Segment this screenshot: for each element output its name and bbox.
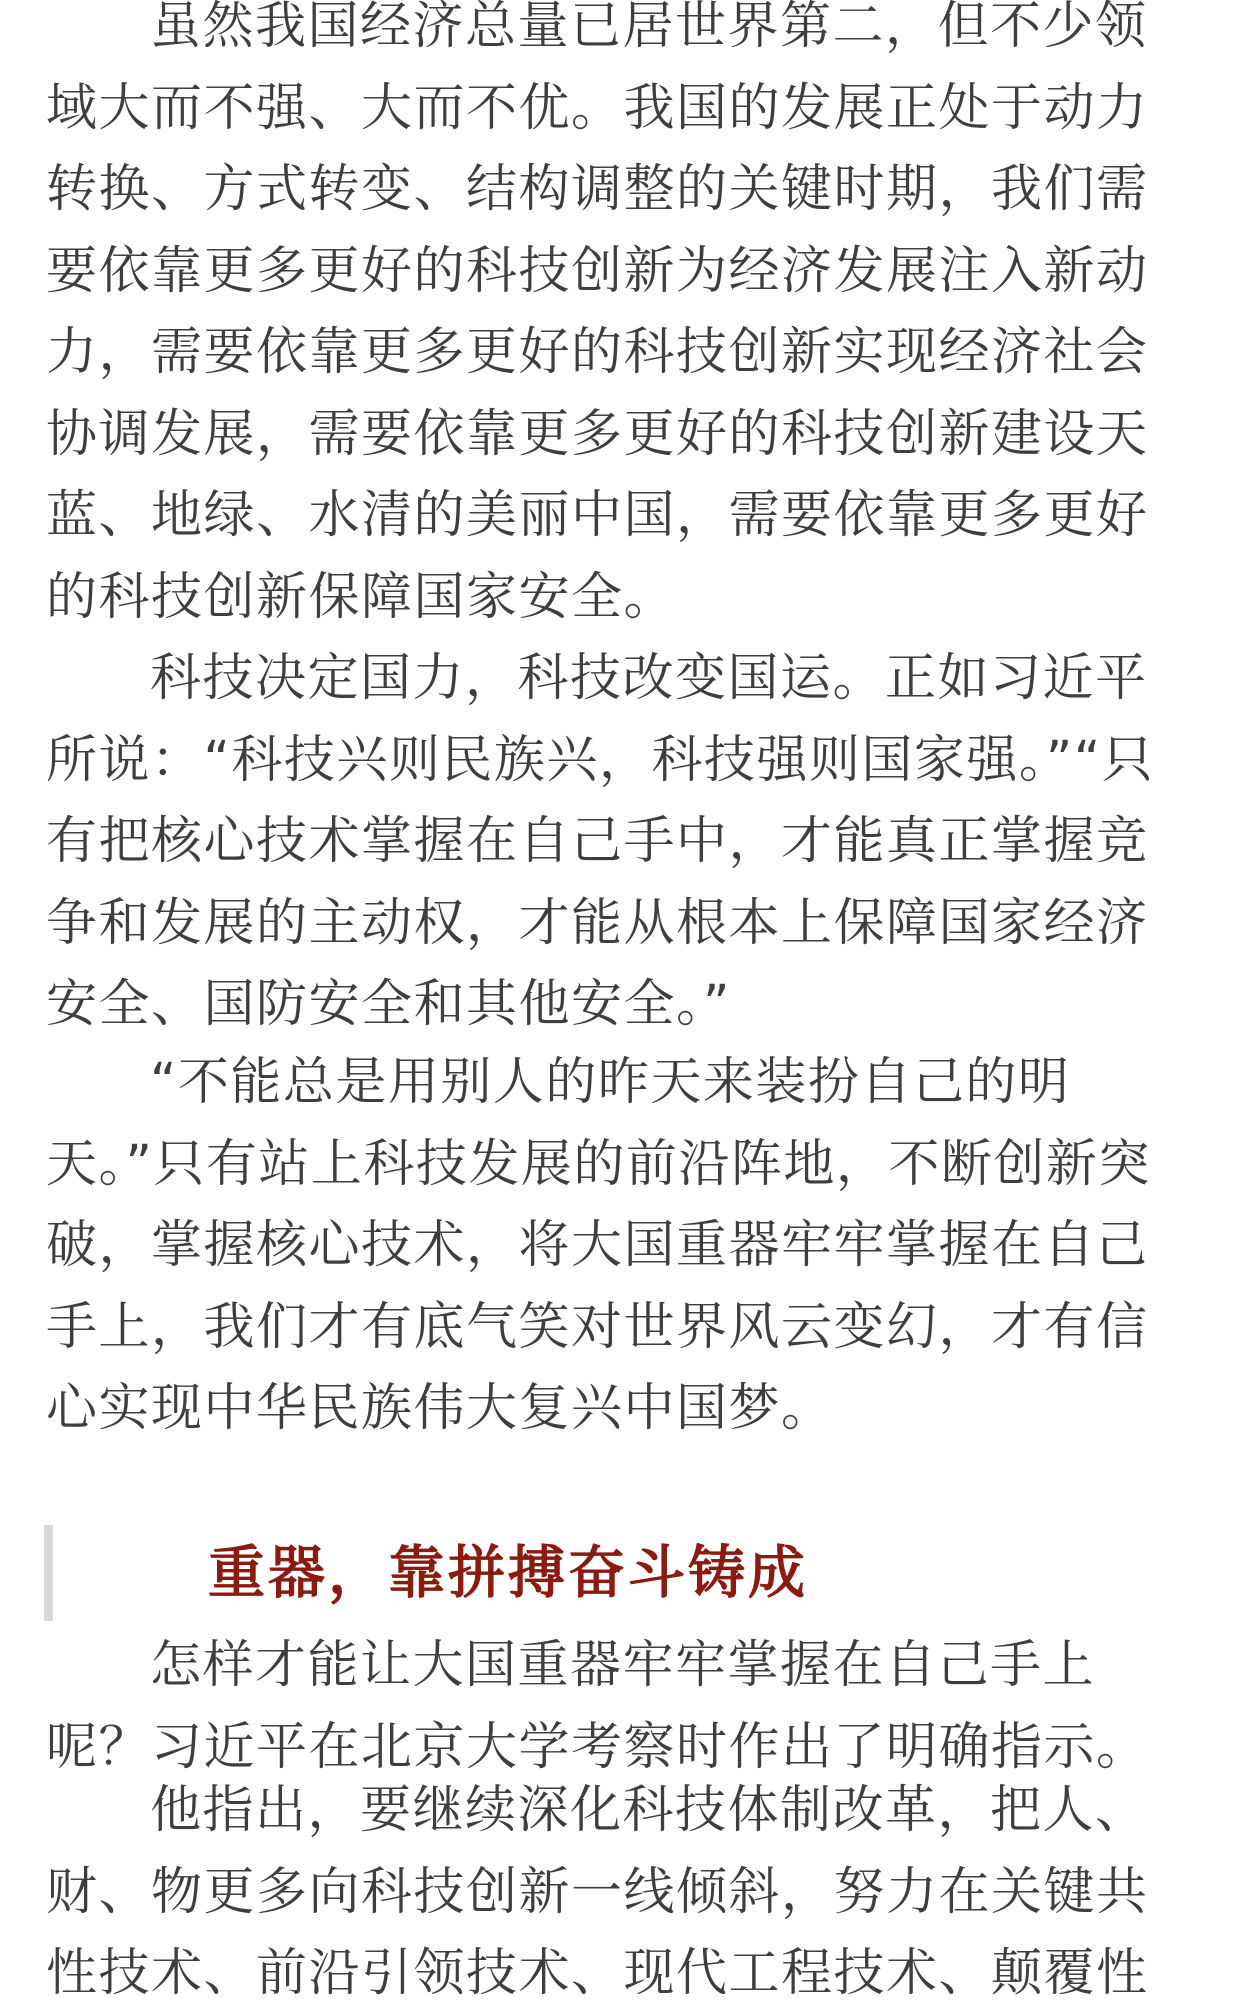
section-heading-block [44, 1525, 1194, 1621]
article-paragraph: 他指出，要继续深化科技体制改革，把人、财、物更多向科技创新一线倾斜，努力在关键共性技术、前沿引领技术、现代工程技术、颠覆性 [46, 1781, 1149, 2003]
article-paragraph: “不能总是用别人的昨天来装扮自己的明天。”只有站上科技发展的前沿阵地，不断创新突破，掌握核心技术，将大国重器牢牢掌握在自己手上，我们才有底气笑对世界风云变幻，才有信心实现中华民族伟大复兴中国梦。 [46, 1053, 1151, 1438]
article-paragraph: 虽然我国经济总量已居世界第二，但不少领域大而不强、大而不优。我国的发展正处于动力转换、方式转变、结构调整的关键时期，我们需要依靠更多更好的科技创新为经济发展注入新动力，需要依靠更多更好的科技创新实现经济社会协调发展，需要依靠更多更好的科技创新建设天蓝、地绿、水清的美丽中国，需要依靠更多更好的科技创新保障国家安全。 [46, 0, 1149, 627]
heading-quote-bar [44, 1525, 53, 1621]
article-paragraph: 科技决定国力，科技改变国运。正如习近平所说：“科技兴则民族兴，科技强则国家强。”“只有把核心技术掌握在自己手中，才能真正掌握竞争和发展的主动权，才能从根本上保障国家经济安全、国防安全和其他安全。” [46, 649, 1155, 1034]
article-paragraph: 怎样才能让大国重器牢牢掌握在自己手上呢？习近平在北京大学考察时作出了明确指示。 [46, 1636, 1149, 1777]
section-heading: 重器，靠拼搏奋斗铸成 [208, 1540, 808, 1606]
